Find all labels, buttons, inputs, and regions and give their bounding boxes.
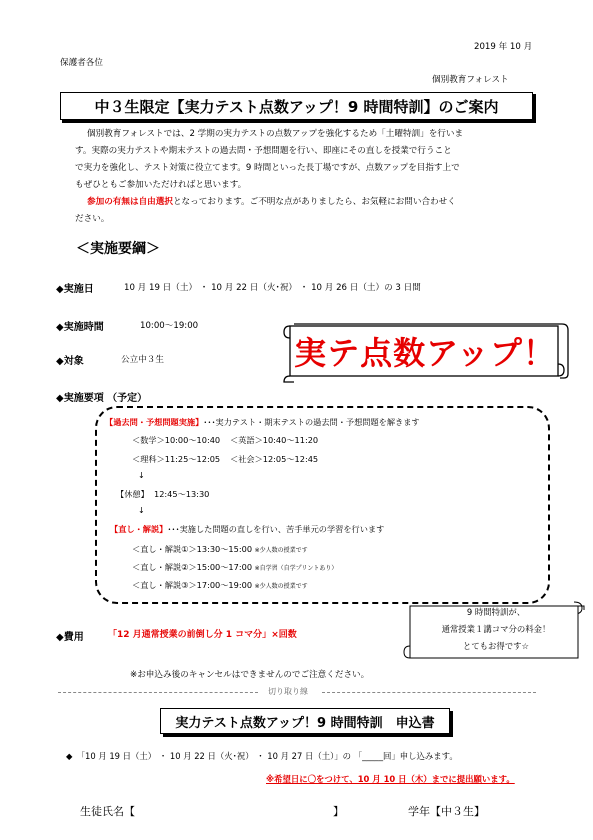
intro-line-4: もぜひともご参加いただければと思います。 [75,180,247,190]
cut-line-label: 切り取り線 [268,687,308,696]
page-title [60,92,533,120]
break-time: 12:45～13:30 [153,489,210,499]
review-3-time: ＜直し・解説③＞17:00～19:00 [132,580,253,590]
fee-value [108,627,297,640]
past-exam-label: 【過去問・予想問題実施】 [105,417,204,427]
review-label: 【直し・解説】 [110,524,168,534]
application-deadline: ※希望日に〇をつけて、10 月 10 日（木）までに提出願います。 [266,774,515,784]
review-1-note: ※少人数の授業です [254,547,308,554]
target-value: 公立中３生 [121,355,164,365]
intro-line-6: ださい。 [75,214,110,224]
fee-note-line-3: とてもお得です☆ [462,641,530,651]
free-choice-note: 参加の有無は自由選択 [87,197,173,207]
outline-heading: ＜実施要綱＞ [76,241,160,257]
subject-science: ＜理科＞11:25～12:05 [132,454,221,464]
subject-english: ＜英語＞10:40～11:20 [230,435,319,445]
target-label: ◆対象 [56,356,84,367]
review-1 [132,544,308,555]
past-exam-desc: ･･･実力テスト・期末テストの過去問・予想問題を解きます [203,417,420,427]
details-label: ◆実施要項 （予定） [56,393,148,404]
application-title: 実力テスト点数アップ！9 時間特訓 申込書 [175,715,435,731]
arrow-down-icon: ↓ [138,470,145,480]
intro-paragraph [75,126,525,228]
review-2-time: ＜直し・解説②＞15:00～17:00 [132,562,253,572]
cancel-note: ※お申込み後のキャンセルはできませんのでご注意ください。 [130,670,370,680]
intro-line-3: で実力を強化し、テスト対策に役立てます。9 時間といった長丁場ですが、点数アップを目指す上で [75,163,460,173]
fee-note-line-2: 通常授業１講コマ分の料金！ [441,624,551,634]
fee-label: ◆費用 [56,632,84,643]
review-3-note: ※少人数の授業です [254,583,308,590]
review-2 [132,562,337,573]
recipient: 保護者各位 [60,58,103,68]
review-row [110,524,384,535]
student-name-field[interactable]: 生徒氏名【 】 [80,805,344,818]
fee-note-scroll [402,600,587,662]
grade-field: 学年【中３生】 [408,805,485,818]
cut-line-right [322,692,536,693]
intro-line-5 [75,194,525,211]
review-3 [132,580,308,591]
time-value: 10:00～19:00 [140,321,199,331]
application-title-box [160,708,450,734]
review-1-time: ＜直し・解説①＞13:30～15:00 [132,544,253,554]
application-line: ◆ 「10 月 19 日（土） ・ 10 月 22 日（火･祝） ・ 10 月 27 日（土）」の 「_____回」申し込みます。 [66,751,458,761]
sender: 個別教育フォレスト [432,75,509,85]
issue-date: 2019 年 10 月 [474,42,533,52]
banner-text: 実テ点数アップ！ [294,334,556,372]
scroll-banner [280,318,570,384]
intro-line-1: 個別教育フォレストでは、2 学期の実力テストの点数アップを強化するため「土曜特訓」を行いま [87,129,464,139]
fee-value-rest: ×回数 [271,630,297,640]
intro-line-5-rest: となっております。ご不明な点がありましたら、お気軽にお問い合わせく [172,197,456,207]
page-title-text: 中３生限定【実力テスト点数アップ！9 時間特訓】のご案内 [94,97,499,116]
past-exam-row [105,417,420,428]
cut-line-left [58,692,258,693]
break-label: 【休憩】 [116,489,149,499]
intro-line-2: す。実際の実力テストや期末テストの過去問・予想問題を行い、即座にその直しを授業で行うこと [75,146,452,156]
review-desc: ･･･実施した問題の直しを行い、苦手単元の学習を行います [167,524,385,534]
arrow-down-icon: ↓ [138,505,145,515]
fee-note-text [416,604,576,655]
subject-math: ＜数学＞10:00～10:40 [132,435,221,445]
subject-social: ＜社会＞12:05～12:45 [230,454,319,464]
dates-label: ◆実施日 [56,284,94,295]
fee-note-line-1: 9 時間特訓が、 [466,607,526,617]
break-row [116,489,209,500]
dates-value: 10 月 19 日（土） ・ 10 月 22 日（火･祝） ・ 10 月 26 日（土）の 3 日間 [124,283,421,293]
review-2-note: ※自学習（自学プリントあり） [254,565,338,572]
time-label: ◆実施時間 [56,322,104,333]
fee-value-red: 「12 月通常授業の前倒し分 1 コマ分」 [108,630,272,640]
